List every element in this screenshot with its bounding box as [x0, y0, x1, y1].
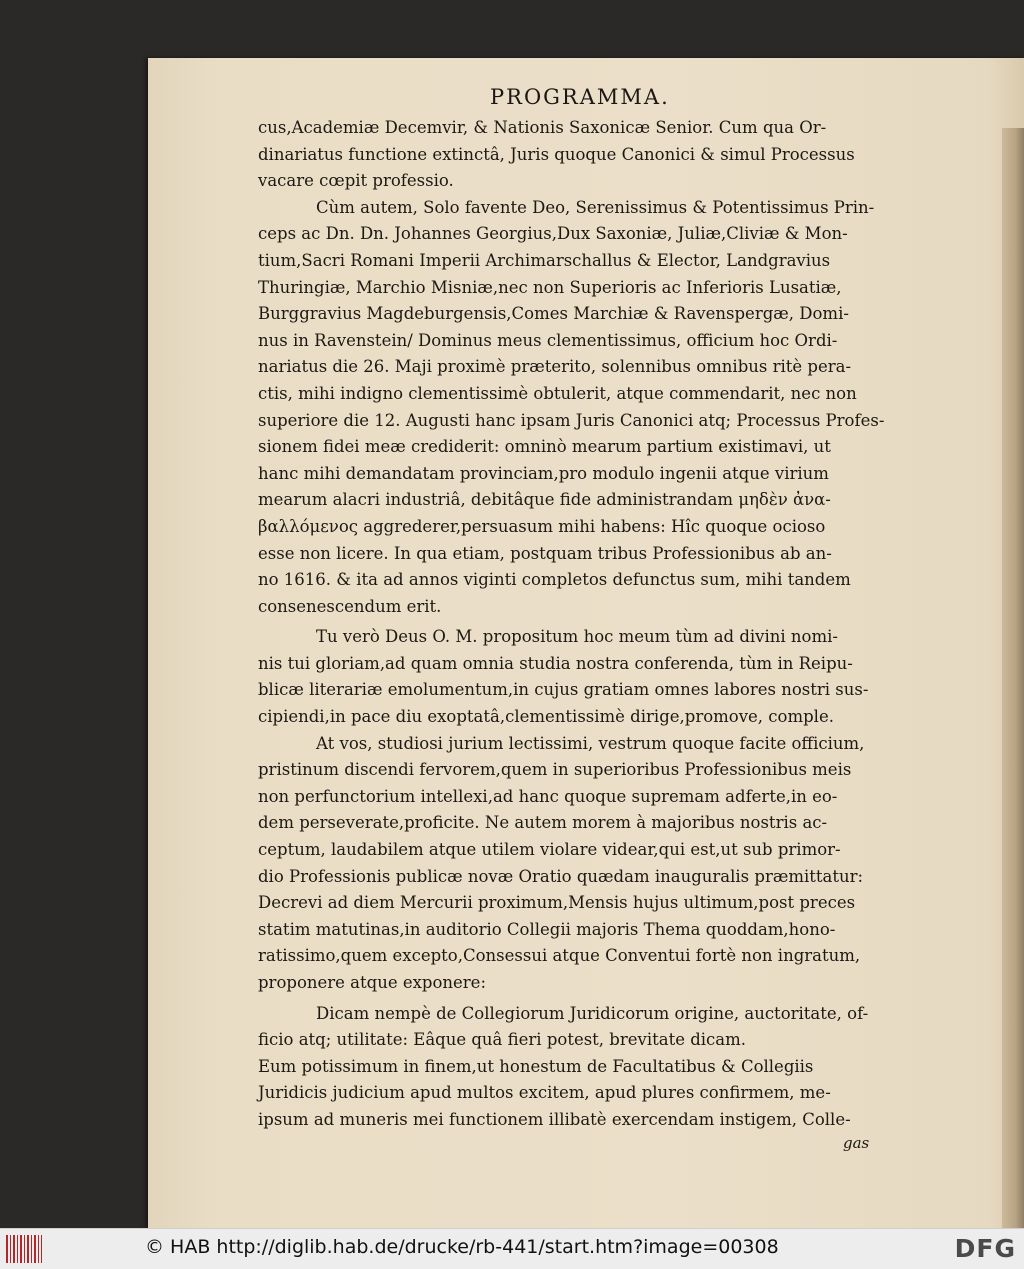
text-line: Dicam nempè de Collegiorum Juridicorum origine, auctoritate, of- — [316, 1003, 869, 1023]
text-line: superiore die 12. Augusti hanc ipsam Juris Canonici atq; Processus Profes- — [258, 410, 885, 430]
text-line: dem perseverate,proficite. Ne autem morem à majoribus nostris ac- — [258, 813, 828, 833]
text-line: nariatus die 26. Maji proximè præterito, solennibus omnibus ritè pera- — [258, 357, 852, 377]
text-line: dinariatus functione extinctâ, Juris quoque Canonici & simul Processus — [258, 144, 855, 164]
text-line: Eum potissimum in finem,ut honestum de Facultatibus & Collegiis — [258, 1056, 814, 1076]
copyright-link[interactable]: © HAB http://diglib.hab.de/drucke/rb-441/start.htm?image=00308 — [145, 1236, 779, 1258]
text-line: pristinum discendi fervorem,quem in superioribus Professionibus meis — [258, 760, 852, 780]
text-line: hanc mihi demandatam provinciam,pro modulo ingenii atque virium — [258, 463, 829, 483]
text-line: esse non licere. In qua etiam, postquam tribus Professionibus ab an- — [258, 543, 832, 563]
text-line: nus in Ravenstein/ Dominus meus clementissimus, officium hoc Ordi- — [258, 330, 838, 350]
text-line: consenescendum erit. — [258, 596, 442, 616]
text-line: non perfunctorium intellexi,ad hanc quoque supremam adferte,in eo- — [258, 786, 838, 806]
text-line: statim matutinas,in auditorio Collegii majoris Thema quoddam,hono- — [258, 919, 836, 939]
book-page — [148, 58, 1024, 1228]
text-line: ratissimo,quem excepto,Consessui atque Conventui fortè non ingratum, — [258, 946, 861, 966]
text-line: Thuringiæ, Marchio Misniæ,nec non Superioris ac Inferioris Lusatiæ, — [258, 277, 842, 297]
text-line: cipiendi,in pace diu exoptatâ,clementissimè dirige,promove, comple. — [258, 707, 834, 727]
text-line: Tu verò Deus O. M. propositum hoc meum tùm ad divini nomi- — [316, 627, 838, 647]
text-line: mearum alacri industriâ, debitâque fide administrandam μηδὲν ἀνα- — [258, 490, 831, 510]
dfg-logo: DFG — [954, 1234, 1016, 1263]
text-line: blicæ literariæ emolumentum,in cujus gratiam omnes labores nostri sus- — [258, 680, 869, 700]
text-line: sionem fidei meæ crediderit: omninò mearum partium existimavi, ut — [258, 437, 831, 457]
text-line: nis tui gloriam,ad quam omnia studia nostra conferenda, tùm in Reipu- — [258, 653, 853, 673]
text-line: Burggravius Magdeburgensis,Comes Marchiæ & Ravenspergæ, Domi- — [258, 304, 849, 324]
running-head: PROGRAMMA. — [490, 85, 670, 109]
text-line: ipsum ad muneris mei functionem illibatè exercendam instigem, Colle- — [258, 1109, 851, 1129]
text-line: ceptum, laudabilem atque utilem violare videar,qui est,ut sub primor- — [258, 840, 841, 860]
text-line: ctis, mihi indigno clementissimè obtulerit, atque commendarit, nec non — [258, 383, 857, 403]
text-line: Cùm autem, Solo favente Deo, Serenissimus & Potentissimus Prin- — [316, 197, 875, 217]
text-line: no 1616. & ita ad annos viginti completos defunctus sum, mihi tandem — [258, 570, 851, 590]
text-line: At vos, studiosi jurium lectissimi, vestrum quoque facite officium, — [316, 733, 865, 753]
text-line: vacare cœpit professio. — [258, 171, 454, 191]
barcode-icon — [6, 1235, 42, 1263]
text-line: tium,Sacri Romani Imperii Archimarschallus & Elector, Landgravius — [258, 250, 831, 270]
text-line: ceps ac Dn. Dn. Johannes Georgius,Dux Saxoniæ, Juliæ,Cliviæ & Mon- — [258, 224, 848, 244]
text-line: Decrevi ad diem Mercurii proximum,Mensis hujus ultimum,post preces — [258, 893, 856, 913]
text-line: dio Professionis publicæ novæ Oratio quædam inauguralis præmittatur: — [258, 866, 864, 886]
text-line: Juridicis judicium apud multos excitem, apud plures confirmem, me- — [258, 1083, 831, 1103]
text-line: βαλλόμενος aggrederer,persuasum mihi habens: Hîc quoque ocioso — [258, 516, 826, 536]
viewer-footer — [0, 1228, 1024, 1269]
text-line: ficio atq; utilitate: Eâque quâ fieri potest, brevitate dicam. — [258, 1030, 747, 1050]
page-edge — [1002, 128, 1024, 1228]
body-text — [258, 115, 885, 1134]
catchword: gas — [843, 1134, 870, 1152]
text-line: proponere atque exponere: — [258, 973, 487, 992]
text-line: cus,Academiæ Decemvir, & Nationis Saxonicæ Senior. Cum qua Or- — [258, 118, 827, 137]
